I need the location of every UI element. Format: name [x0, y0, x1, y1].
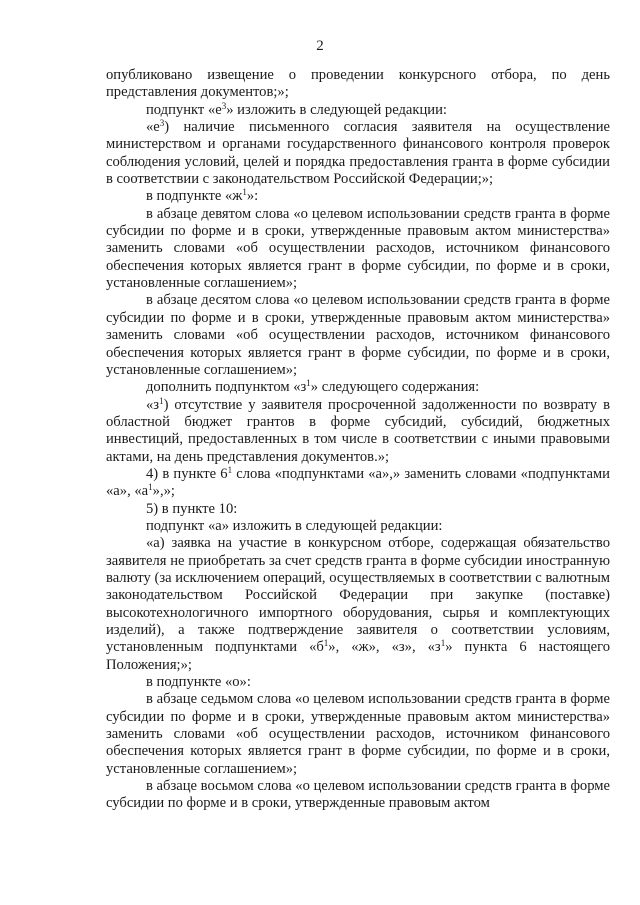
paragraph: [106, 379, 610, 396]
paragraph: [106, 397, 610, 466]
superscript-index: 1: [306, 378, 311, 389]
paragraph: [106, 778, 610, 813]
paragraph-text: в абзаце десятом слова «о целевом использовании средств гранта в форме субсидии по форме и в сроки, утвержденные правовым актом министерства» заменить словами «об осуществлении расходов, источником финансового обеспечения которых является грант в форме субсидии, по форме и в сроки, установленные соглашением»;: [106, 292, 610, 378]
paragraph: [106, 518, 610, 535]
paragraph-text: » пункта 6 настоящего Положения;»;: [106, 639, 610, 673]
paragraph-text: »:: [246, 188, 259, 205]
paragraph-text: «е: [146, 119, 160, 136]
paragraph-text: », «ж», «з», «з: [328, 639, 441, 656]
paragraph-text: слова «подпунктами «а»,» заменить словами «подпунктами «а», «а: [106, 465, 610, 500]
paragraph: [106, 206, 610, 293]
paragraph: [106, 466, 610, 501]
paragraph-text: дополнить подпунктом «з: [146, 379, 307, 396]
paragraph: [106, 691, 610, 778]
paragraph-text: в абзаце седьмом слова «о целевом использовании средств гранта в форме субсидии по форме и в сроки, утвержденные правовым актом министерства» заменить словами «об осуществлении расходов, источником финансового обеспечения которых является грант в форме субсидии, по форме и в сроки, установленные соглашением»;: [106, 691, 610, 777]
superscript-index: 1: [242, 187, 247, 198]
paragraph: [106, 188, 610, 205]
superscript-index: 1: [440, 638, 446, 649]
superscript-index: 1: [227, 464, 233, 475]
paragraph-text: подпункт «а» изложить в следующей редакции:: [146, 517, 443, 534]
paragraph-text: «з: [146, 396, 160, 413]
paragraph: [106, 102, 610, 119]
paragraph-text: «а) заявка на участие в конкурсном отборе, содержащая обязательство заявителя не приобретать за счет средств гранта в форме субсидии иностранную валюту (за исключением операций, осуществляемых в соответствии с валютным законодательством Российской Федерации при закупке (поставке) высокотехнологичного импортного оборудования, сырья и комплектующих изделий), а также подтверждение заявителя о соответствии условиям, установленным подпунктами «б: [106, 535, 610, 656]
paragraph-text: в абзаце девятом слова «о целевом использовании средств гранта в форме субсидии по форме и в сроки, утвержденные правовым актом министерства» заменить словами «об осуществлении расходов, источником финансового обеспечения которых является грант в форме субсидии, по форме и в сроки, установленные соглашением»;: [106, 205, 610, 292]
paragraph: [106, 292, 610, 379]
superscript-index: 1: [323, 638, 329, 649]
paragraph-text: 4) в пункте 6: [146, 465, 228, 482]
paragraph-text: в подпункте «о»:: [146, 674, 251, 691]
document-body: [106, 67, 610, 813]
superscript-index: 1: [159, 395, 164, 406]
paragraph-text: в подпункте «ж: [146, 188, 243, 205]
page-number: 2: [316, 38, 324, 54]
paragraph: [106, 119, 610, 188]
paragraph-text: ) отсутствие у заявителя просроченной задолженности по возврату в областной бюджет грантов в форме субсидий, субсидий, бюджетных инвестиций, предоставленных в том числе в соответствии с иными правовыми актами, на день представления документов.»;: [106, 396, 610, 465]
paragraph-text: » изложить в следующей редакции:: [226, 101, 447, 118]
superscript-index: 3: [159, 118, 165, 129]
paragraph-text: подпункт «е: [146, 101, 222, 118]
paragraph: [106, 674, 610, 691]
paragraph-text: в абзаце восьмом слова «о целевом использовании средств гранта в форме субсидии по форме и в сроки, утвержденные правовым актом: [106, 778, 610, 812]
superscript-index: 3: [221, 100, 227, 111]
paragraph-text: 5) в пункте 10:: [146, 500, 238, 517]
paragraph-text: опубликовано извещение о проведении конкурсного отбора, по день представления документов;»;: [106, 67, 610, 101]
paragraph: [106, 535, 610, 674]
paragraph-text: » следующего содержания:: [310, 379, 480, 396]
paragraph: [106, 501, 610, 518]
paragraph: [106, 67, 610, 102]
paragraph-text: ) наличие письменного согласия заявителя на осуществление министерством и органами государственного финансового контроля проверок соблюдения условий, целей и порядка предоставления гранта в форме субсидии в соответствии с законодательством Российской Федерации;»;: [106, 119, 610, 188]
superscript-index: 1: [148, 482, 153, 493]
paragraph-text: »,»;: [152, 483, 175, 500]
